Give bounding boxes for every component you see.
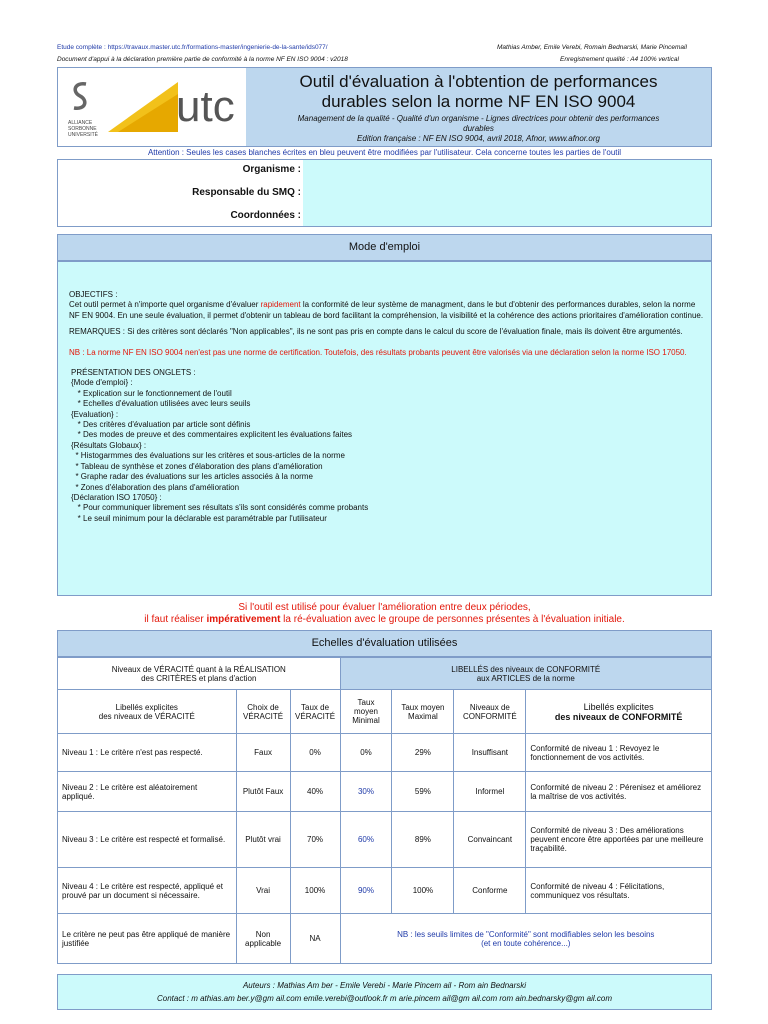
scale-label: Niveau 1 : Le critère n'est pas respecté. [58, 734, 237, 772]
scale-label: Niveau 4 : Le critère est respecté, appliqué et prouvé par un document si nécessaire. [58, 868, 237, 914]
scale-max: 89% [392, 812, 454, 868]
scale-min: 30% [340, 772, 392, 812]
na-nb-note: NB : les seuils limites de "Conformité" sont modifiables selon les besoins (et en toute cohérence...) [340, 914, 711, 964]
record-text: Enregistrement qualité : A4 100% vertical [560, 56, 679, 63]
onglet-line: {Mode d'emploi} : [71, 378, 133, 388]
scale-max: 59% [392, 772, 454, 812]
page-title-line2: durables selon la norme NF EN ISO 9004 [321, 92, 636, 111]
scale-row [58, 734, 712, 772]
onglet-line: {Evaluation} : [71, 409, 119, 419]
scale-taux: 100% [290, 868, 340, 914]
warning-line1: Si l'outil est utilisé pour évaluer l'amélioration entre deux périodes, [238, 602, 531, 613]
scales-heading: Echelles d'évaluation utilisées [57, 630, 712, 657]
header-block [57, 67, 712, 147]
onglets-title: PRÉSENTATION DES ONGLETS : [71, 368, 196, 378]
onglets-list [69, 378, 704, 524]
logo-area [58, 68, 246, 146]
scale-max: 29% [392, 734, 454, 772]
onglet-line: {Résultats Globaux} : [71, 440, 147, 450]
scale-row [58, 772, 712, 812]
edition-text: Edition française : NF EN ISO 9004, avril 2018, Afnor, www.afnor.org [357, 134, 600, 143]
scale-max: 100% [392, 868, 454, 914]
col-niveaux-conformite: Niveaux de CONFORMITÉ [454, 690, 526, 734]
scale-niveau: Informel [454, 772, 526, 812]
alliance-text: ALLIANCE SORBONNE UNIVERSITÉ [68, 120, 99, 138]
utc-text: utc [176, 82, 235, 131]
scale-choix: Faux [236, 734, 290, 772]
subtitle-line1: Management de la qualité - Qualité d'un organisme - Lignes directrices pour obtenir des performances [297, 114, 660, 123]
onglet-line: * Le seuil minimum pour la déclarable est paramétrable par l'utilisateur [71, 513, 327, 523]
remarques-text: REMARQUES : Si des critères sont déclarés "Non applicables", ils ne sont pas pris en compte dans le calcul du score de l'évaluation finale, mais ils doivent être argumentés. [69, 327, 683, 337]
scale-taux: 70% [290, 812, 340, 868]
na-choix: Non applicable [236, 914, 290, 964]
mode-emploi-heading: Mode d'emploi [57, 234, 712, 261]
coordonnees-label: Coordonnées : [230, 210, 301, 221]
onglet-line: * Zones d'élaboration des plans d'amélioration [71, 482, 240, 492]
scale-libelle: Conformité de niveau 1 : Revoyez le fonctionnement de vos activités. [526, 734, 712, 772]
scale-libelle: Conformité de niveau 4 : Félicitations, communiquez vos résultats. [526, 868, 712, 914]
onglet-line: * Des modes de preuve et des commentaires explicitent les évaluations faites [71, 430, 353, 440]
footer-authors: Auteurs : Mathias Am ber - Emile Verebi - Marie Pincem ail - Rom ain Bednarski [242, 981, 527, 990]
na-taux: NA [290, 914, 340, 964]
scales-table [57, 657, 712, 964]
onglet-line: * Des critères d'évaluation par article sont définis [71, 420, 251, 430]
scale-row [58, 812, 712, 868]
identity-block [57, 159, 712, 227]
col-taux-veracite: Taux de VÉRACITÉ [290, 690, 340, 734]
mode-emploi-body [57, 261, 712, 596]
onglet-line: * Explication sur le fonctionnement de l'outil [71, 388, 232, 398]
identity-inputs[interactable] [303, 160, 711, 226]
scale-min: 0% [340, 734, 392, 772]
objectifs-title: OBJECTIFS : [69, 290, 118, 299]
scale-choix: Vrai [236, 868, 290, 914]
scale-niveau: Conforme [454, 868, 526, 914]
col-choix-veracite: Choix de VÉRACITÉ [236, 690, 290, 734]
scale-taux: 0% [290, 734, 340, 772]
scale-taux: 40% [290, 772, 340, 812]
nb-text: NB : La norme NF EN ISO 9004 nen'est pas une norme de certification. Toutefois, des résultats probants peuvent être valorisés via une déclaration selon la norme ISO 17050. [69, 347, 687, 357]
alliance-logo-icon [68, 80, 92, 118]
scales-group-header [58, 658, 712, 690]
onglet-line: * Pour communiquer librement ses résultats s'ils sont considérés comme probants [71, 503, 369, 513]
subtitle-line2: durables [463, 124, 494, 133]
study-link[interactable]: Etude complète : https://travaux.master.utc.fr/formations-master/ingenierie-de-la-sante/ids077/ [57, 44, 328, 51]
onglet-line: * Histogarmmes des évaluations sur les critères et sous-articles de la norme [71, 451, 345, 461]
scale-min: 90% [340, 868, 392, 914]
na-row [58, 914, 712, 964]
scale-label: Niveau 3 : Le critère est respecté et formalisé. [58, 812, 237, 868]
scale-libelle: Conformité de niveau 3 : Des améliorations peuvent encore être apportées par une meilleure traçabilité. [526, 812, 712, 868]
col-taux-max: Taux moyen Maximal [392, 690, 454, 734]
scale-label: Niveau 2 : Le critère est aléatoirement appliqué. [58, 772, 237, 812]
identity-labels [58, 160, 303, 226]
footer-contact: Contact : m athias.am ber.y@gm ail.com emile.verebi@outlook.fr m arie.pincem ail@gm ail.com rom ain.bednarsky@gm ail.com [156, 994, 612, 1003]
col-libelles-conformite: Libellés explicites des niveaux de CONFORMITÉ [526, 690, 712, 734]
onglet-line: * Echelles d'évaluation utilisées avec leurs seuils [71, 399, 251, 409]
attention-notice: Attention : Seules les cases blanches écrites en bleu peuvent être modifiées par l'utilisateur. Cela concerne toutes les parties de l'outil [147, 148, 622, 157]
scale-niveau: Insuffisant [454, 734, 526, 772]
scale-choix: Plutôt Faux [236, 772, 290, 812]
warning-line2: il faut réaliser impérativement la ré-évaluation avec le groupe de personnes présentes à l'évaluation initiale. [144, 614, 625, 625]
onglet-line: * Graphe radar des évaluations sur les articles associés à la norme [71, 472, 313, 482]
scale-libelle: Conformité de niveau 2 : Pérenisez et améliorez la maîtrise de vos activités. [526, 772, 712, 812]
onglet-line: * Tableau de synthèse et zones d'élaboration des plans d'amélioration [71, 461, 323, 471]
document-support-text: Document d'appui à la déclaration première partie de conformité à la norme NF EN ISO 9004 : v2018 [57, 56, 348, 63]
responsable-label: Responsable du SMQ : [192, 187, 301, 198]
na-label: Le critère ne peut pas être appliqué de manière justifiée [58, 914, 237, 964]
scales-column-headers [58, 690, 712, 734]
scale-row [58, 868, 712, 914]
veracite-group-header: Niveaux de VÉRACITÉ quant à la RÉALISATION des CRITÈRES et plans d'action [58, 658, 341, 690]
utc-logo-icon [108, 82, 178, 132]
scale-min: 60% [340, 812, 392, 868]
conformite-group-header: LIBELLÉS des niveaux de CONFORMITÉ aux ARTICLES de la norme [340, 658, 711, 690]
organisme-label: Organisme : [242, 164, 301, 175]
objectives-section [69, 290, 704, 524]
col-taux-min: Taux moyen Minimal [340, 690, 392, 734]
onglet-line: {Déclaration ISO 17050} : [71, 492, 162, 502]
scale-rows [58, 734, 712, 914]
objectifs-text: Cet outil permet à n'importe quel organisme d'évaluer rapidement la conformité de leur système de managment, dans le but d'obtenir des performances durables, selon la norme NF EN 9004. En une seule évaluation, il permet d'obtenir un tableau de bord facilitant la compréhension, la visibilité et la cohérence des actions prioritaires d'amélioration continue. [69, 300, 704, 320]
authors-short: Mathias Amber, Emile Verebi, Romain Bednarski, Marie Pincemail [497, 44, 687, 51]
scale-choix: Plutôt vrai [236, 812, 290, 868]
col-libelles-veracite: Libellés explicites des niveaux de VÉRACITÉ [58, 690, 237, 734]
scale-niveau: Convaincant [454, 812, 526, 868]
page-title-line1: Outil d'évaluation à l'obtention de performances [299, 72, 658, 91]
title-area [246, 68, 711, 146]
footer-block [57, 974, 712, 1010]
